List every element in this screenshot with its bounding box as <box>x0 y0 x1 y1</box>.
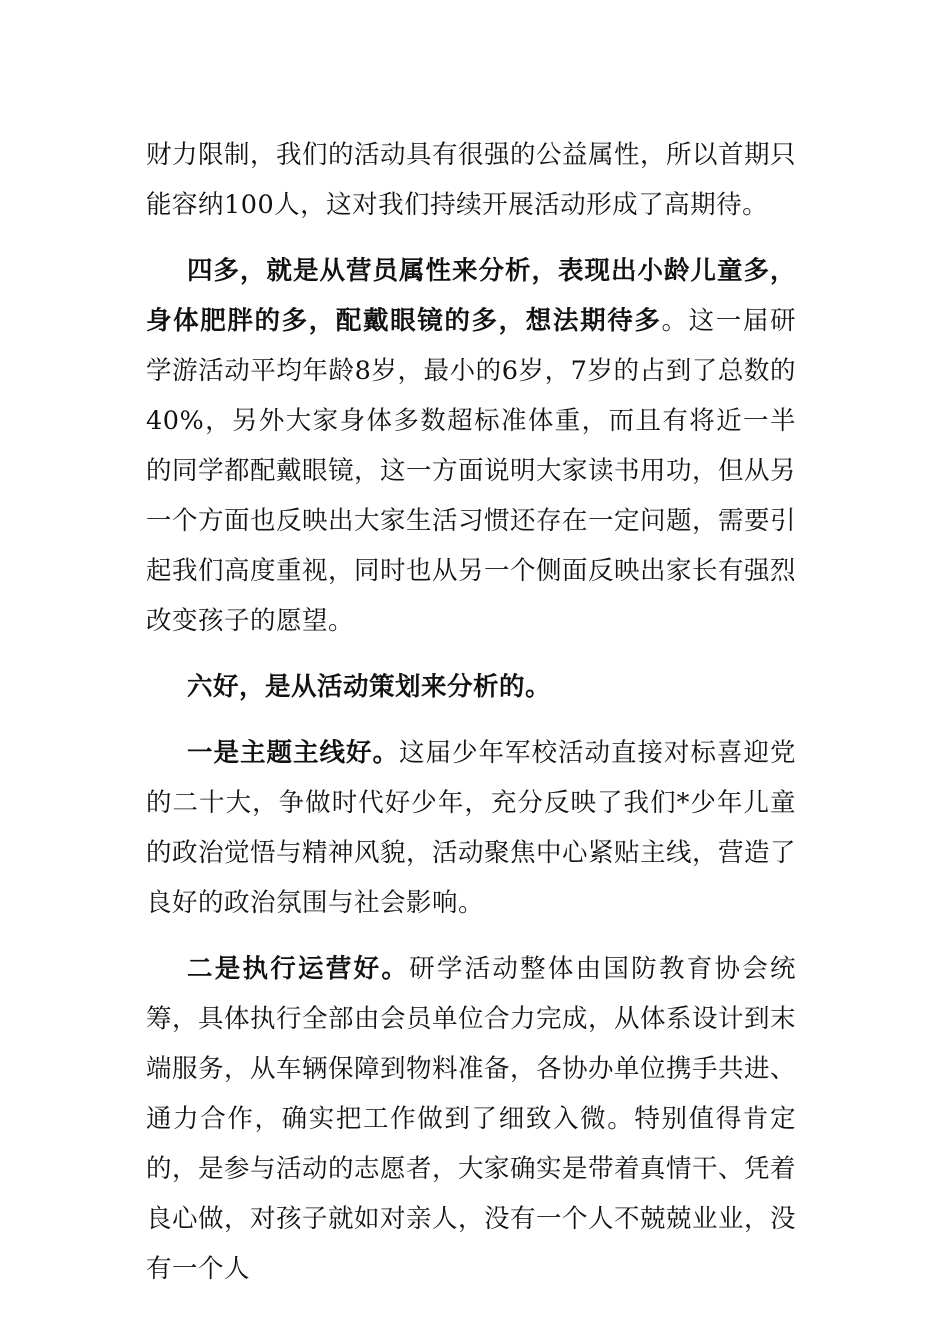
paragraph-lead-bold: 四多，就是从营员属性来分析，表现出小龄儿童多，身体肥胖的多，配戴眼镜的多，想法期待多 <box>146 256 796 336</box>
paragraph-four-more <box>146 246 796 646</box>
document-body <box>146 130 796 1310</box>
paragraph-lead-bold: 一是主题主线好。 <box>187 738 399 768</box>
paragraph-continuation <box>146 130 796 230</box>
paragraph-text: 这届少年军校活动直接对标喜迎党的二十大，争做时代好少年，充分反映了我们*少年儿童的政治觉悟与精神风貌，活动聚焦中心紧贴主线，营造了良好的政治氛围与社会影响。 <box>146 738 797 918</box>
paragraph-text: 研学活动整体由国防教育协会统筹，具体执行全部由会员单位合力完成，从体系设计到末端服务，从车辆保障到物料准备，各协办单位携手共进、通力合作，确实把工作做到了细致入微。特别值得肯定的，是参与活动的志愿者，大家确实是带着真情干、凭着良心做，对孩子就如对亲人，没有一个人不兢兢业业，没有一个人 <box>146 954 797 1284</box>
paragraph-lead-bold: 二是执行运营好。 <box>187 954 410 984</box>
paragraph-theme <box>146 728 796 928</box>
paragraph-text: 。这一届研学游活动平均年龄8岁，最小的6岁，7岁的占到了总数的40%，另外大家身体多数超标准体重，而且有将近一半的同学都配戴眼镜，这一方面说明大家读书用功，但从另一个方面也反映出大家生活习惯还存在一定问题，需要引起我们高度重视，同时也从另一个侧面反映出家长有强烈改变孩子的愿望。 <box>146 306 797 636</box>
section-heading: 六好，是从活动策划来分析的。 <box>187 672 552 702</box>
paragraph-execution <box>146 944 796 1294</box>
paragraph-text: 财力限制，我们的活动具有很强的公益属性，所以首期只能容纳100人，这对我们持续开展活动形成了高期待。 <box>146 140 797 220</box>
